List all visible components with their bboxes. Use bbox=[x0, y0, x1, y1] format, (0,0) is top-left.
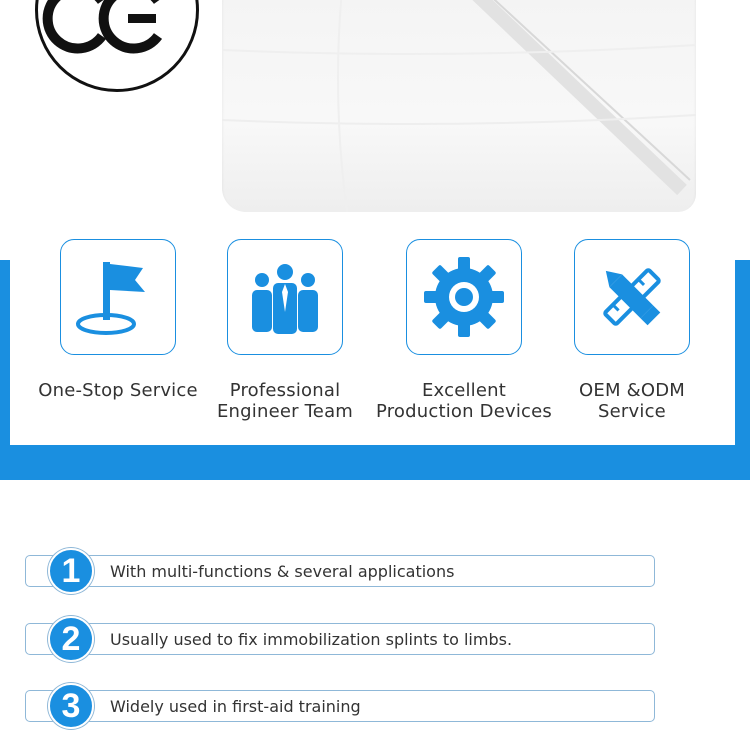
feature-engineer-team bbox=[195, 239, 375, 422]
feature-oem-odm-service bbox=[542, 239, 722, 422]
feature-label: OEM &ODM Service bbox=[579, 380, 685, 422]
list-item bbox=[25, 686, 655, 725]
number-badge: 2 bbox=[48, 616, 94, 662]
feature-production-devices bbox=[374, 239, 554, 422]
feature-tile bbox=[60, 239, 176, 355]
pencil-ruler-icon bbox=[587, 252, 677, 342]
feature-tile bbox=[227, 239, 343, 355]
team-icon bbox=[240, 252, 330, 342]
feature-label: One-Stop Service bbox=[38, 380, 198, 401]
list-item bbox=[25, 551, 655, 590]
number-badge: 3 bbox=[48, 683, 94, 729]
list-item-text: Widely used in first-aid training bbox=[110, 697, 361, 716]
gear-icon bbox=[419, 252, 509, 342]
list-item-text: Usually used to fix immobilization splints to limbs. bbox=[110, 630, 513, 649]
flag-icon bbox=[73, 252, 163, 342]
feature-label: Professional Engineer Team bbox=[216, 380, 354, 422]
list-item-text: With multi-functions & several applications bbox=[110, 562, 455, 581]
list-item bbox=[25, 619, 655, 658]
feature-tile bbox=[574, 239, 690, 355]
ce-mark-logo bbox=[35, 0, 199, 92]
feature-label: Excellent Production Devices bbox=[375, 380, 553, 422]
feature-one-stop-service bbox=[28, 239, 208, 401]
product-image bbox=[222, 0, 696, 212]
features-panel bbox=[10, 228, 735, 445]
feature-tile bbox=[406, 239, 522, 355]
number-badge: 1 bbox=[48, 548, 94, 594]
